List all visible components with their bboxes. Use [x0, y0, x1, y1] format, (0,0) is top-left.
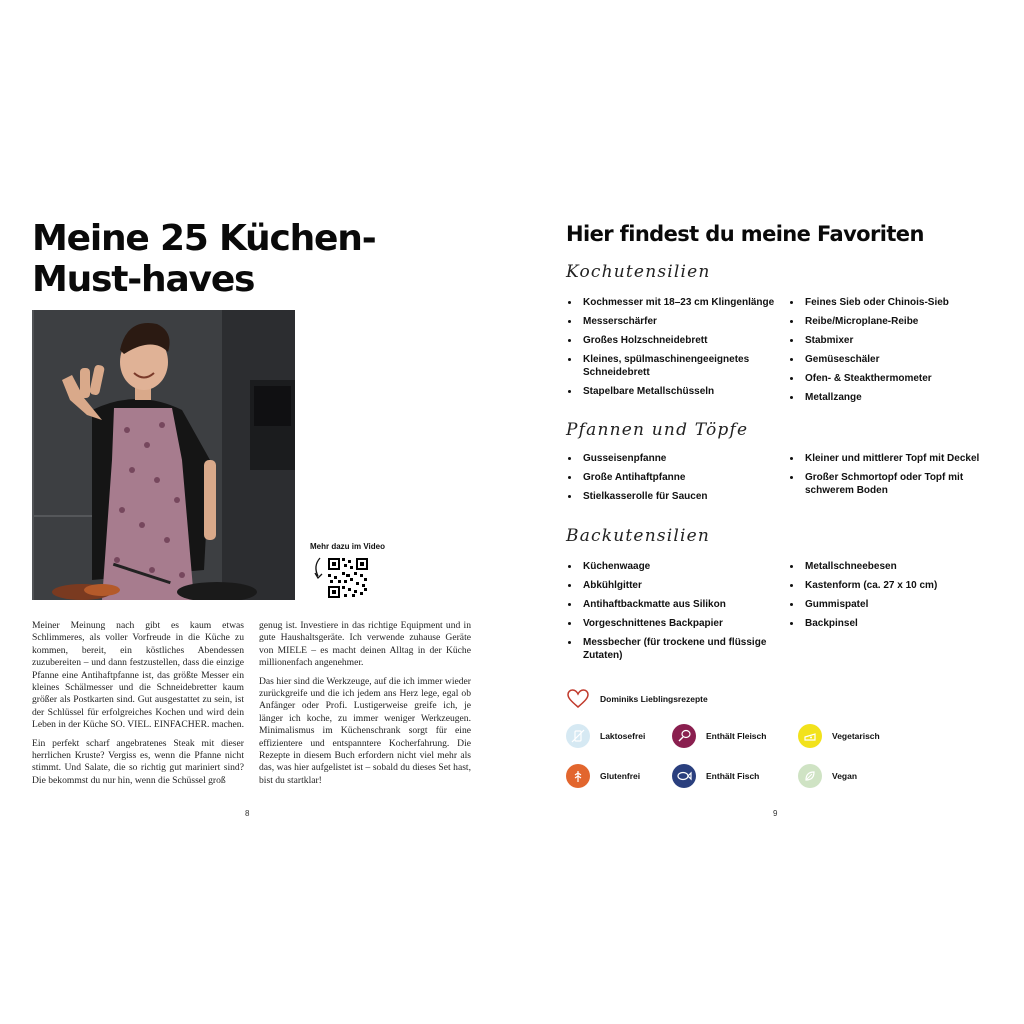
- no-milk-icon: [566, 724, 590, 748]
- legend-label: Glutenfrei: [600, 771, 641, 781]
- paragraph: Das hier sind die Werkzeuge, auf die ich immer wieder zurückgreife und die ich jedem ans Herz lege, egal ob Anfänger oder Profi. Lustigerweise greife ich, je länger ich koche, zu immer weniger Werkzeugen. Minimalismus im Küchenschrank sorgt für eine effizientere und entspanntere Kocherfahrung. Die Rezepte in diesem Buch erfordern nicht viel mehr als das, was hier aufgelistet ist – sobald du dieses Set hast, bist du startklar!: [259, 675, 471, 786]
- list-item: Metallschneebesen: [788, 560, 988, 573]
- legend-favorite: [566, 687, 708, 711]
- section-title-pfannen: Pfannen und Töpfe: [566, 420, 749, 440]
- list-item: Großer Schmortopf oder Topf mit schwerem Boden: [788, 471, 988, 497]
- page-title: [32, 218, 472, 300]
- list-item: Kleiner und mittlerer Topf mit Deckel: [788, 452, 988, 465]
- paragraph: genug ist. Investiere in das richtige Equipment und in gute Haushaltsgeräte. Ich verwende zuhause Geräte von MIELE – es macht deinen Alltag in der Küche millionenfach angenehmer.: [259, 620, 471, 669]
- qr-label: Mehr dazu im Video: [310, 542, 385, 551]
- chef-photo: [32, 310, 295, 600]
- section-title-kochutensilien: Kochutensilien: [566, 262, 711, 282]
- legend-enthaelt-fisch: [672, 764, 759, 788]
- list-backutensilien-right: [788, 560, 988, 636]
- wheat-icon: [566, 764, 590, 788]
- legend-label: Dominiks Lieblingsrezepte: [600, 694, 708, 704]
- fish-icon: [672, 764, 696, 788]
- paragraph: Meiner Meinung nach gibt es kaum etwas Schlimmeres, als voller Vorfreude in die Küche zu kommen, bereit, ein köstliches Abendessen zuzubereiten – und dann festzustellen, dass die einzige Pfanne eine Antihaftpfanne ist, das größte Messer ein kleines Schälmesser und die Schneidebretter kaum größer als Postkarten sind. Gut ausgestattet zu sein, ist der Schlüssel für erfolgreiches Kochen und wird dein Leben in der Küche SO. VIEL. EINFACHER. machen.: [32, 620, 244, 731]
- list-item: Großes Holzschneidebrett: [566, 334, 776, 347]
- paragraph: Ein perfekt scharf angebratenes Steak mit dieser herrlichen Kruste? Vergiss es, wenn die Pfanne nicht stimmt. Und Salate, die so richtig gut mariniert sind? Die bekommst du nur hin, wenn die Schüssel groß: [32, 737, 244, 786]
- drumstick-icon: [672, 724, 696, 748]
- list-item: Backpinsel: [788, 617, 988, 630]
- list-kochutensilien-right: [788, 296, 988, 410]
- legend-label: Vegetarisch: [832, 731, 880, 741]
- list-item: Metallzange: [788, 391, 988, 404]
- page-number-right: 9: [773, 809, 778, 818]
- legend-laktosefrei: [566, 724, 645, 748]
- list-item: Antihaftbackmatte aus Silikon: [566, 598, 776, 611]
- legend-glutenfrei: [566, 764, 640, 788]
- list-pfannen-right: [788, 452, 988, 503]
- list-item: Reibe/Microplane-Reibe: [788, 315, 988, 328]
- chef-illustration: [32, 310, 295, 600]
- favorites-heading: Hier findest du meine Favoriten: [566, 222, 924, 246]
- heart-icon: [566, 687, 590, 711]
- list-kochutensilien-left: [566, 296, 776, 404]
- title-line-1: Meine 25 Küchen-: [32, 218, 376, 259]
- legend-label: Enthält Fleisch: [706, 731, 767, 741]
- list-item: Große Antihaftpfanne: [566, 471, 776, 484]
- legend-label: Laktosefrei: [600, 731, 646, 741]
- section-title-backutensilien: Backutensilien: [566, 526, 711, 546]
- legend-vegan: [798, 764, 857, 788]
- legend-label: Enthält Fisch: [706, 771, 760, 781]
- body-text-column-2: [259, 620, 471, 793]
- list-item: Stapelbare Metallschüsseln: [566, 385, 776, 398]
- list-item: Gusseisenpfanne: [566, 452, 776, 465]
- list-pfannen-left: [566, 452, 776, 509]
- list-item: Feines Sieb oder Chinois-Sieb: [788, 296, 988, 309]
- list-item: Stabmixer: [788, 334, 988, 347]
- legend-vegetarisch: [798, 724, 880, 748]
- list-item: Küchenwaage: [566, 560, 776, 573]
- list-item: Ofen- & Steakthermometer: [788, 372, 988, 385]
- title-line-2: Must-haves: [32, 259, 255, 300]
- leaf-icon: [798, 764, 822, 788]
- list-item: Gummispatel: [788, 598, 988, 611]
- curved-arrow-icon: [312, 556, 328, 582]
- qr-code-icon[interactable]: [328, 558, 368, 598]
- list-item: Kastenform (ca. 27 x 10 cm): [788, 579, 988, 592]
- list-item: Gemüseschäler: [788, 353, 988, 366]
- list-item: Stielkasserolle für Saucen: [566, 490, 776, 503]
- page-number-left: 8: [245, 809, 250, 818]
- list-backutensilien-left: [566, 560, 776, 668]
- list-item: Vorgeschnittenes Backpapier: [566, 617, 776, 630]
- list-item: Kleines, spülmaschinengeeignetes Schneidebrett: [566, 353, 776, 379]
- body-text-column-1: [32, 620, 244, 793]
- legend-label: Vegan: [832, 771, 858, 781]
- cheese-icon: [798, 724, 822, 748]
- list-item: Messbecher (für trockene und flüssige Zutaten): [566, 636, 776, 662]
- list-item: Messerschärfer: [566, 315, 776, 328]
- list-item: Abkühlgitter: [566, 579, 776, 592]
- list-item: Kochmesser mit 18–23 cm Klingenlänge: [566, 296, 776, 309]
- legend-enthaelt-fleisch: [672, 724, 766, 748]
